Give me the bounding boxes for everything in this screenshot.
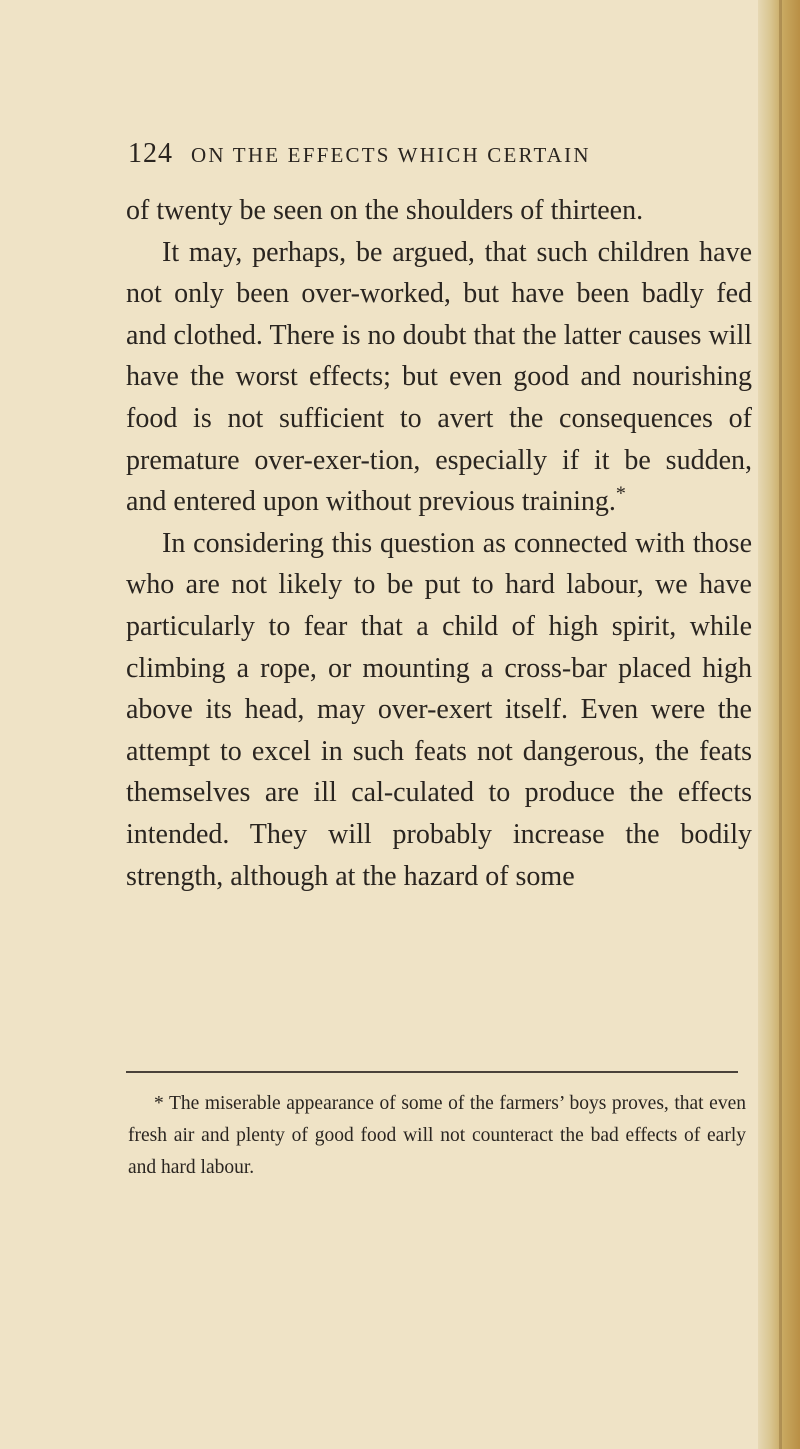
- page-edge-line: [779, 0, 782, 1449]
- body-text: [126, 190, 752, 897]
- running-header: [128, 138, 748, 178]
- footnote-rule: [126, 1071, 738, 1073]
- footnote-text: The miserable appearance of some of the farmers’ boys proves, that even fresh air and plenty of good food will not counteract the bad effects of early and hard labour.: [128, 1093, 746, 1178]
- footnote-reference: *: [615, 482, 626, 505]
- running-head-title: ON THE EFFECTS WHICH CERTAIN: [191, 143, 591, 167]
- paragraph-text: It may, perhaps, be argued, that such children have not only been over-worked, but have been badly fed and clothed. There is no doubt that the latter causes will have the worst effects; but even good and nourishing food is not sufficient to avert the consequences of premature over-exer-tion, especially if it be sudden, and entered upon without previous training.: [126, 236, 752, 518]
- footnote-marker: *: [154, 1093, 164, 1114]
- page-number: 124: [128, 138, 173, 169]
- paragraph-continuation: of twenty be seen on the shoulders of thirteen.: [126, 195, 644, 226]
- footnote: [128, 1088, 746, 1184]
- paragraph: In considering this question as connected with those who are not likely to be put to hard labour, we have particularly to fear that a child of high spirit, while climbing a rope, or mounting a cross-bar placed high above its head, may over-exert itself. Even were the attempt to excel in such feats not dangerous, the feats themselves are ill cal-culated to produce the effects intended. They will probably increase the bodily strength, although at the hazard of some: [126, 527, 752, 892]
- paragraph: [126, 232, 752, 523]
